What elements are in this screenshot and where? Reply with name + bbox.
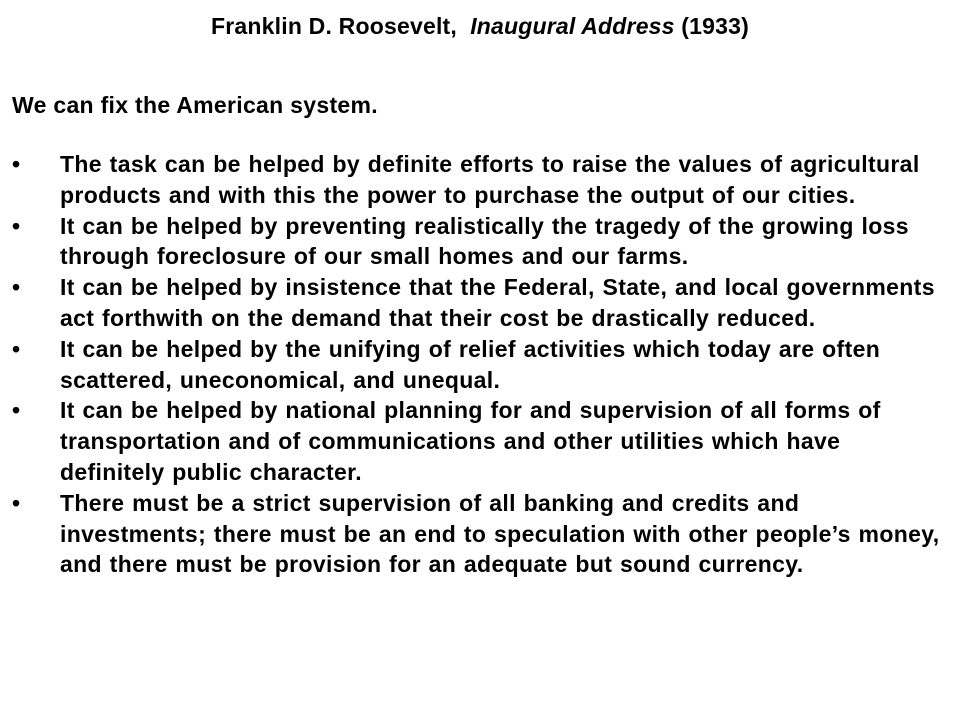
bullet-item [12,395,944,487]
bullet-icon: • [12,151,21,177]
bullet-text: The task can be helped by definite efforts to raise the values of agricultural products and with this the power to purchase the output of our cities. [60,151,920,208]
bullet-list [12,149,944,580]
title-work: Inaugural Address [470,13,675,39]
bullet-text: There must be a strict supervision of all banking and credits and investments; there must be an end to speculation with other people’s money, and there must be provision for an adequate but sound currency. [60,489,940,578]
bullet-icon: • [12,212,21,239]
slide-title [0,8,960,44]
bullet-icon: • [12,274,21,301]
bullet-icon: • [12,335,21,362]
title-year: (1933) [681,13,749,39]
bullet-text: It can be helped by the unifying of relief activities which today are often scattered, uneconomical, and unequal. [60,335,881,393]
bullet-item [12,488,944,580]
bullet-item [12,272,944,334]
bullet-icon: • [12,397,21,424]
title-author: Franklin D. Roosevelt, [211,13,457,39]
bullet-text: It can be helped by preventing realistically the tragedy of the growing loss through foreclosure of our small homes and our farms. [60,212,909,270]
bullet-item [12,334,944,396]
bullet-item [12,149,944,211]
bullet-text: It can be helped by insistence that the Federal, State, and local governments act forthwith on the demand that their cost be drastically reduced. [60,274,935,331]
bullet-text: It can be helped by national planning for and supervision of all forms of transportation and of communications and other utilities which have definitely public character. [60,397,881,485]
bullet-icon: • [12,489,21,516]
bullet-item [12,211,944,273]
slide-subtitle: We can fix the American system. [12,92,378,118]
